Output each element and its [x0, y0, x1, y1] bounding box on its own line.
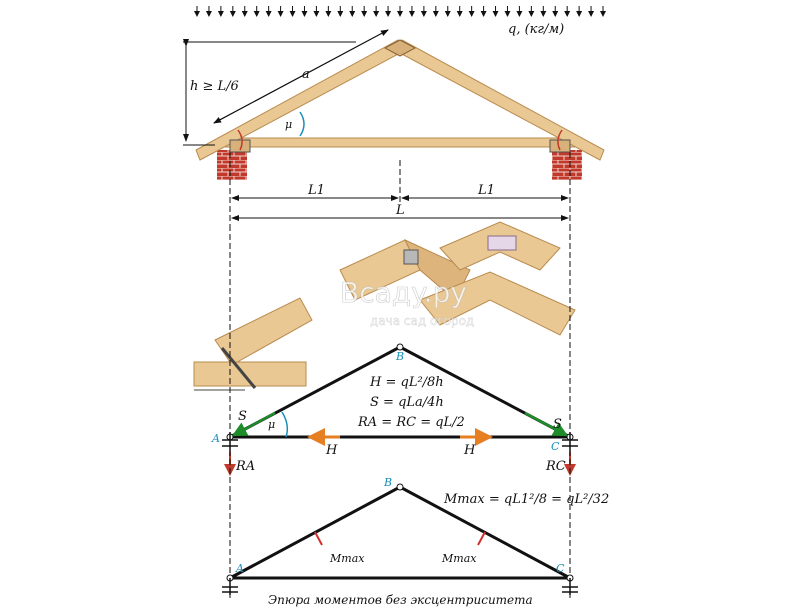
- roof-truss-illustration: [196, 40, 604, 180]
- equation-H: H = qL²/8h: [370, 375, 444, 390]
- load-label: q, (кг/м): [508, 22, 565, 37]
- label-angle-force: μ: [268, 418, 276, 431]
- equation-R: RA = RC = qL/2: [358, 415, 465, 430]
- moment-support-C: [562, 578, 578, 595]
- equation-Mmax: Mmax = qL1²/8 = qL²/32: [444, 492, 610, 507]
- label-S-right: S: [553, 417, 562, 432]
- label-C-moment: C: [556, 562, 565, 575]
- label-H-left: H: [326, 443, 338, 458]
- height-label: h ≥ L/6: [190, 79, 239, 94]
- brick-support-right: [552, 150, 582, 180]
- distributed-load-arrows: [197, 6, 603, 16]
- watermark-tagline: дача сад огород: [370, 314, 475, 328]
- ridge-bolt-plate: [404, 250, 418, 264]
- moment-max-right: [478, 532, 485, 545]
- moment-caption: Эпюра моментов без эксцентриситета: [268, 593, 533, 607]
- label-S-left: S: [238, 409, 247, 424]
- label-A-moment: A: [236, 562, 244, 575]
- span-label: L: [396, 203, 405, 218]
- watermark: [340, 276, 474, 328]
- moment-max-left: [315, 532, 322, 545]
- label-Mmax-right: Mmax: [442, 552, 477, 565]
- half-span-left-label: L1: [308, 183, 325, 198]
- angle-arc-top: [300, 112, 304, 136]
- label-B-moment: B: [384, 476, 393, 489]
- span-dimensions: [230, 152, 570, 225]
- watermark-brand: Всадy.ру: [340, 276, 467, 309]
- brick-support-left: [217, 150, 247, 180]
- tie-beam: [222, 138, 578, 147]
- label-A-force: A: [212, 432, 220, 445]
- label-RC: RC: [546, 459, 566, 474]
- label-Mmax-left: Mmax: [330, 552, 365, 565]
- label-B-force: B: [396, 350, 405, 363]
- moment-support-A: [222, 578, 238, 595]
- rafter-label: a: [302, 67, 310, 82]
- rafter-dimension: [214, 30, 388, 123]
- angle-arc-force: [282, 412, 287, 437]
- nail-plate: [488, 236, 516, 250]
- moment-diagram: [222, 476, 609, 607]
- angle-label-top: μ: [285, 118, 293, 131]
- label-C-force: C: [551, 440, 560, 453]
- label-H-right: H: [464, 443, 476, 458]
- heel-joint-left: [230, 140, 250, 152]
- label-RA: RA: [236, 459, 256, 474]
- heel-joint-right: [550, 140, 570, 152]
- equation-S: S = qLa/4h: [370, 395, 444, 410]
- half-span-right-label: L1: [478, 183, 495, 198]
- moment-node-B: [397, 484, 403, 490]
